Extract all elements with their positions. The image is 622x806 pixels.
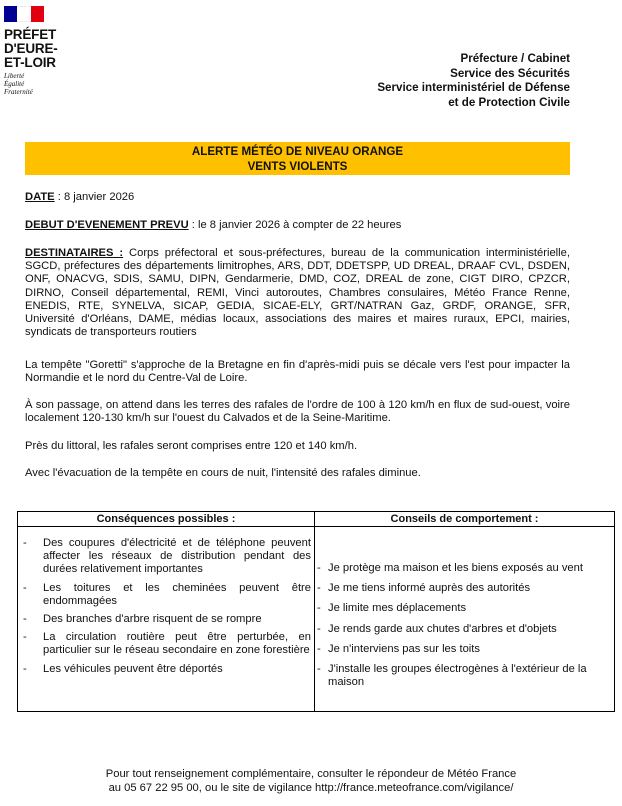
event-start-line bbox=[25, 219, 570, 232]
advice-item: - Je me tiens informé auprès des autorités bbox=[315, 582, 614, 595]
service-block bbox=[377, 52, 570, 110]
consequence-item: - Des branches d'arbre risquent de se rompre bbox=[18, 613, 314, 626]
advice-list bbox=[315, 562, 614, 689]
body-paragraph: Avec l'évacuation de la tempête en cours de nuit, l'intensité des rafales diminue. bbox=[25, 467, 421, 479]
alert-title: ALERTE MÉTÉO DE NIVEAU ORANGE bbox=[191, 145, 404, 158]
consequences-advice-table bbox=[17, 511, 615, 712]
body-paragraph: La tempête "Goretti" s'approche de la Bretagne en fin d'après-midi puis se décale vers l'est pour impacter la Normandie et le nord du Centre-Val de Loire. bbox=[25, 359, 570, 385]
republic-motto: Liberté Égalité Fraternité bbox=[4, 72, 33, 96]
footer-line: au 05 67 22 95 00, ou le site de vigilance http://france.meteofrance.com/vigilance/ bbox=[108, 781, 514, 794]
french-flag-icon bbox=[4, 6, 44, 22]
consequence-item: - Les véhicules peuvent être déportés bbox=[18, 663, 314, 676]
recipients-paragraph bbox=[25, 247, 570, 339]
recipients-value: Corps préfectoral et sous-préfectures, bureau de la communication interministérielle, SGCD, préfectures des départements limitrophes, ARS, DDT, DDETSPP, UD DREAL, DRAAF CVL, DSDEN, ONF, ONACVG, SDIS, SAMU, DIPN, Gendarmerie, DMD, COZ, DREAL de zone, CIGT DIRO, CPZCR, DIRNO, Conseil départemental, REMI, Vinci autoroutes, Chambres consulaires, Météo France Renne, ENEDIS, RTE, SYNELVA, SICAP, GEDIA, SICAE-ELY, GRT/NATRAN Gaz, GRDF, ORANGE, SFR, Université d'Orléans, DAME, médias locaux, associations des maires et maires ruraux, EPCI, mairies, syndicats de transporteurs routiers bbox=[25, 247, 570, 339]
advice-item: - Je n'interviens pas sur les toits bbox=[315, 643, 614, 656]
advice-item: - Je limite mes déplacements bbox=[315, 602, 614, 615]
date-value: : 8 janvier 2026 bbox=[54, 191, 135, 203]
alert-banner bbox=[25, 142, 570, 175]
body-paragraph: Près du littoral, les rafales seront comprises entre 120 et 140 km/h. bbox=[25, 440, 358, 452]
consequences-list bbox=[18, 537, 314, 676]
service-line: Préfecture / Cabinet bbox=[460, 52, 570, 65]
consequences-cell bbox=[18, 527, 315, 712]
event-start-value: : le 8 janvier 2026 à compter de 22 heures bbox=[188, 219, 402, 231]
date-label: DATE bbox=[25, 191, 55, 203]
advice-cell bbox=[315, 527, 615, 712]
advice-item: - Je protège ma maison et les biens exposés au vent bbox=[315, 562, 614, 575]
consequence-item: - Des coupures d'électricité et de téléphone peuvent affecter les réseaux de distribution pendant des durées relativement importantes bbox=[18, 537, 314, 577]
footer bbox=[0, 768, 622, 795]
prefecture-name: PRÉFET D'EURE- ET-LOIR bbox=[4, 27, 58, 70]
alert-subtitle: VENTS VIOLENTS bbox=[247, 160, 348, 173]
footer-line: Pour tout renseignement complémentaire, consulter le répondeur de Météo France bbox=[105, 768, 517, 780]
body-paragraph: À son passage, on attend dans les terres des rafales de l'ordre de 100 à 120 km/h en flux de sud-ouest, voire localement 120-130 km/h sur l'ouest du Calvados et de la Seine-Maritime. bbox=[25, 399, 570, 425]
consequences-header: Conséquences possibles : bbox=[18, 512, 315, 527]
event-start-label: DEBUT D'EVENEMENT PREVU bbox=[25, 219, 189, 231]
advice-item: - Je rends garde aux chutes d'arbres et d'objets bbox=[315, 623, 614, 636]
advice-item: - J'installe les groupes électrogènes à l'extérieur de la maison bbox=[315, 663, 614, 689]
service-line: et de Protection Civile bbox=[448, 95, 570, 109]
consequence-item: - La circulation routière peut être perturbée, en particulier sur le réseau secondaire en zone forestière bbox=[18, 631, 314, 657]
prefecture-logo bbox=[4, 6, 74, 96]
advice-header: Conseils de comportement : bbox=[315, 512, 615, 527]
service-line: Service des Sécurités bbox=[450, 66, 570, 80]
recipients-label: DESTINATAIRES : bbox=[25, 247, 124, 259]
date-line bbox=[25, 191, 570, 204]
service-line: Service interministériel de Défense bbox=[377, 81, 570, 95]
consequence-item: - Les toitures et les cheminées peuvent être endommagées bbox=[18, 582, 314, 608]
